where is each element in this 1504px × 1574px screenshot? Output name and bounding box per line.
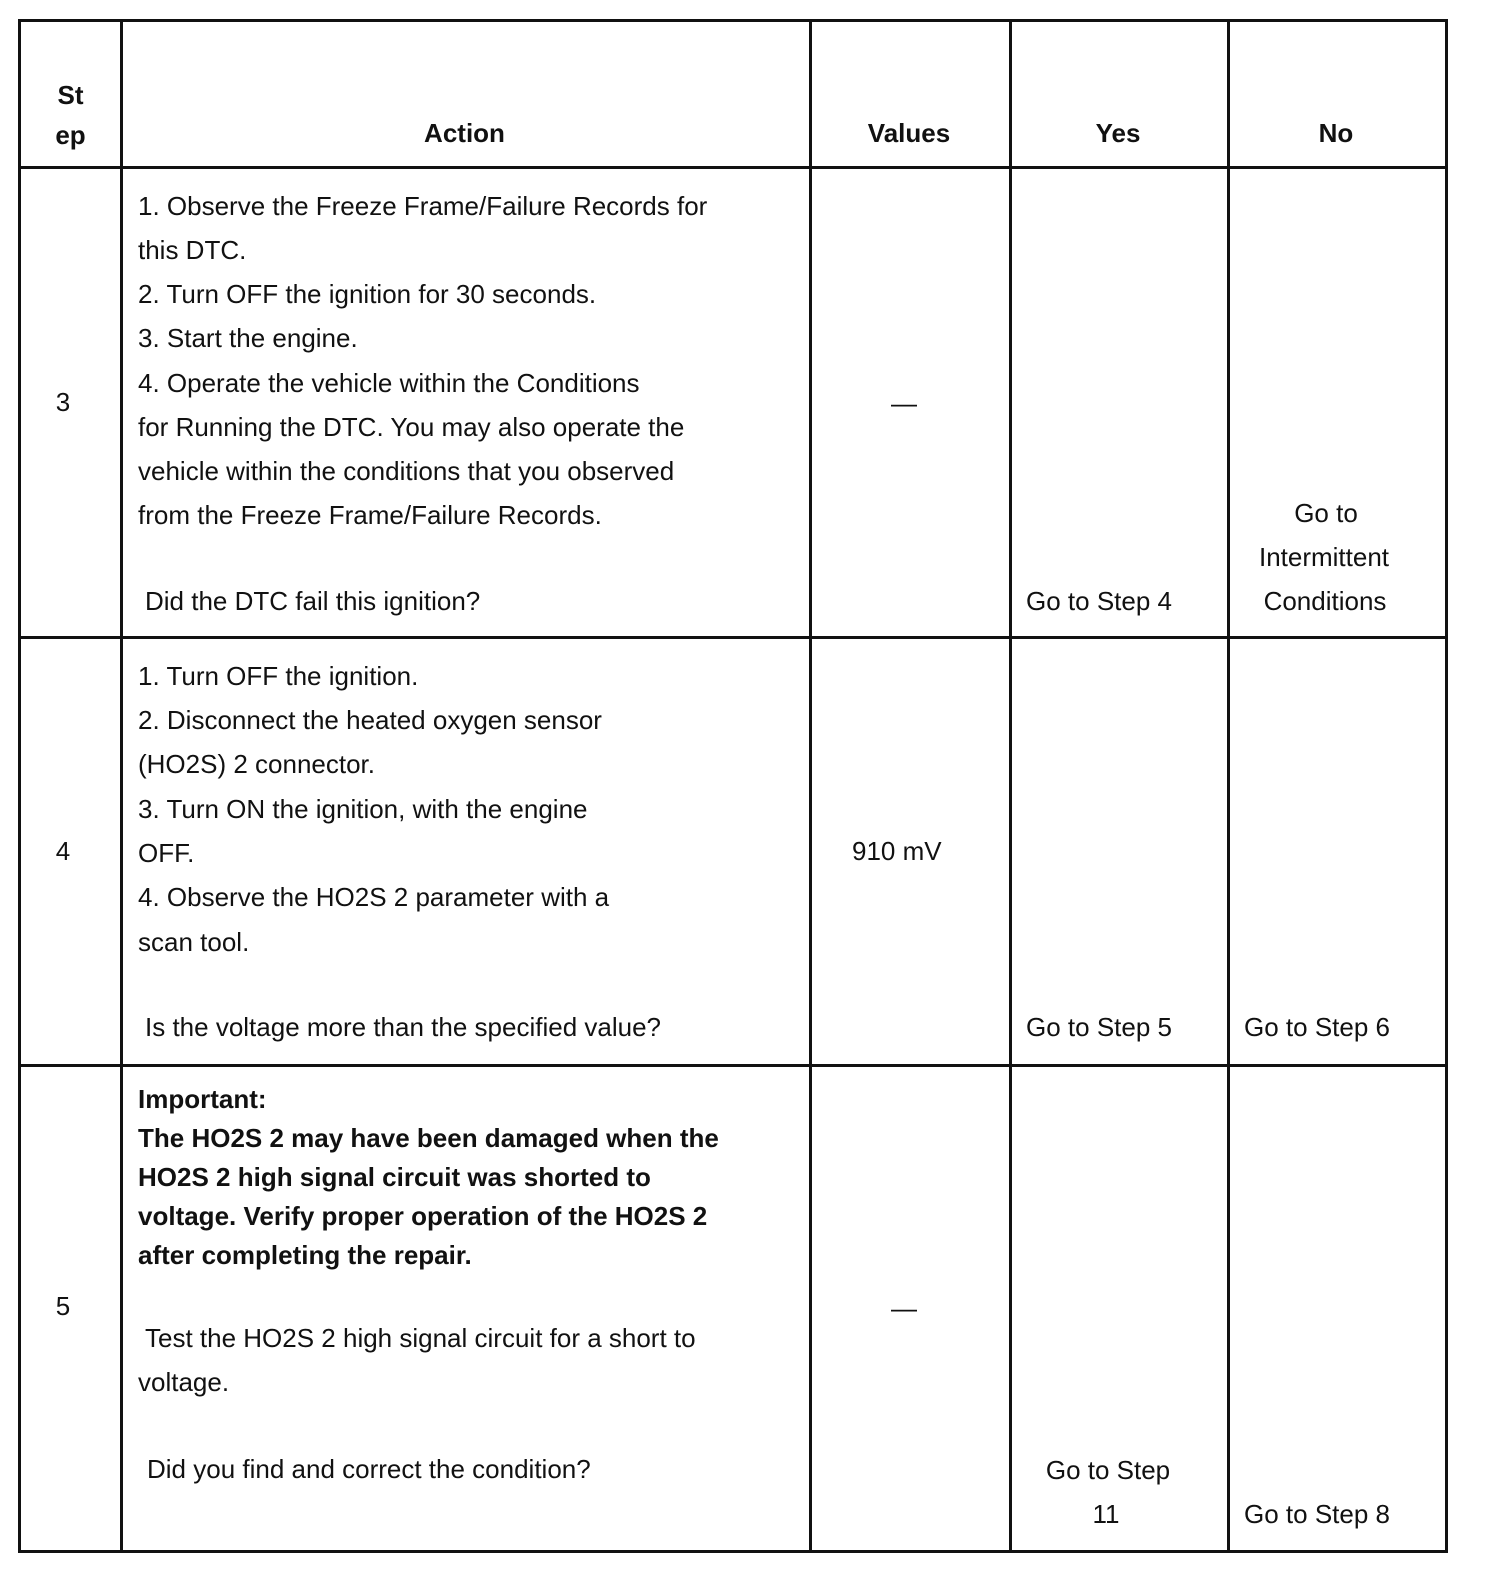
action-line: from the Freeze Frame/Failure Records. xyxy=(138,500,602,530)
action-line: OFF. xyxy=(138,838,195,868)
value-cell: — xyxy=(891,388,917,418)
action-line: for Running the DTC. You may also operate the xyxy=(138,412,685,442)
important-line: HO2S 2 high signal circuit was shorted to xyxy=(138,1162,651,1192)
yes-cell-line: Go to Step xyxy=(1045,1455,1171,1485)
important-line: The HO2S 2 may have been damaged when the xyxy=(138,1123,719,1153)
step-number: 4 xyxy=(55,836,71,866)
action-question: Did the DTC fail this ignition? xyxy=(145,586,481,616)
no-cell: Go to Step 8 xyxy=(1244,1499,1390,1529)
action-line: 2. Turn OFF the ignition for 30 seconds. xyxy=(138,279,597,309)
no-cell-line: Intermittent xyxy=(1258,542,1390,572)
no-cell-line: Go to xyxy=(1294,498,1358,528)
yes-cell: Go to Step 5 xyxy=(1026,1012,1172,1042)
step-number: 3 xyxy=(55,387,71,417)
row-divider xyxy=(21,636,1445,639)
header-values: Values xyxy=(867,118,951,148)
header-action: Action xyxy=(424,118,505,148)
action-line: 1. Observe the Freeze Frame/Failure Records for xyxy=(138,191,708,221)
yes-cell: Go to Step 4 xyxy=(1026,586,1172,616)
action-line: 3. Start the engine. xyxy=(138,323,358,353)
action-line: vehicle within the conditions that you observed xyxy=(138,456,675,486)
header-no: No xyxy=(1318,118,1354,148)
header-step: St ep xyxy=(55,80,86,150)
header-yes: Yes xyxy=(1095,118,1141,148)
value-cell: — xyxy=(891,1293,917,1323)
action-question: Is the voltage more than the specified value? xyxy=(145,1012,661,1042)
no-cell-line: Conditions xyxy=(1263,586,1387,616)
test-line: voltage. xyxy=(138,1367,230,1397)
action-line: (HO2S) 2 connector. xyxy=(138,749,375,779)
important-line: after completing the repair. xyxy=(138,1240,472,1270)
no-cell: Go to Step 6 xyxy=(1244,1012,1390,1042)
step-number: 5 xyxy=(55,1291,71,1321)
action-line: scan tool. xyxy=(138,927,250,957)
column-divider xyxy=(1227,22,1230,1550)
important-line: voltage. Verify proper operation of the HO2S 2 xyxy=(138,1201,708,1231)
action-line: 3. Turn ON the ignition, with the engine xyxy=(138,794,588,824)
action-line: 2. Disconnect the heated oxygen sensor xyxy=(138,705,602,735)
action-line: 4. Observe the HO2S 2 parameter with a xyxy=(138,882,610,912)
column-divider xyxy=(120,22,123,1550)
value-cell: 910 mV xyxy=(852,836,942,866)
action-line: 1. Turn OFF the ignition. xyxy=(138,661,419,691)
action-question: Did you find and correct the condition? xyxy=(147,1454,591,1484)
row-divider xyxy=(21,1064,1445,1067)
important-label: Important: xyxy=(138,1084,267,1114)
test-line: Test the HO2S 2 high signal circuit for a short to xyxy=(145,1323,696,1353)
row-divider xyxy=(21,166,1445,169)
yes-cell-line: 11 xyxy=(1092,1499,1120,1529)
action-line: this DTC. xyxy=(138,235,247,265)
column-divider xyxy=(1009,22,1012,1550)
action-line: 4. Operate the vehicle within the Conditions xyxy=(138,368,640,398)
